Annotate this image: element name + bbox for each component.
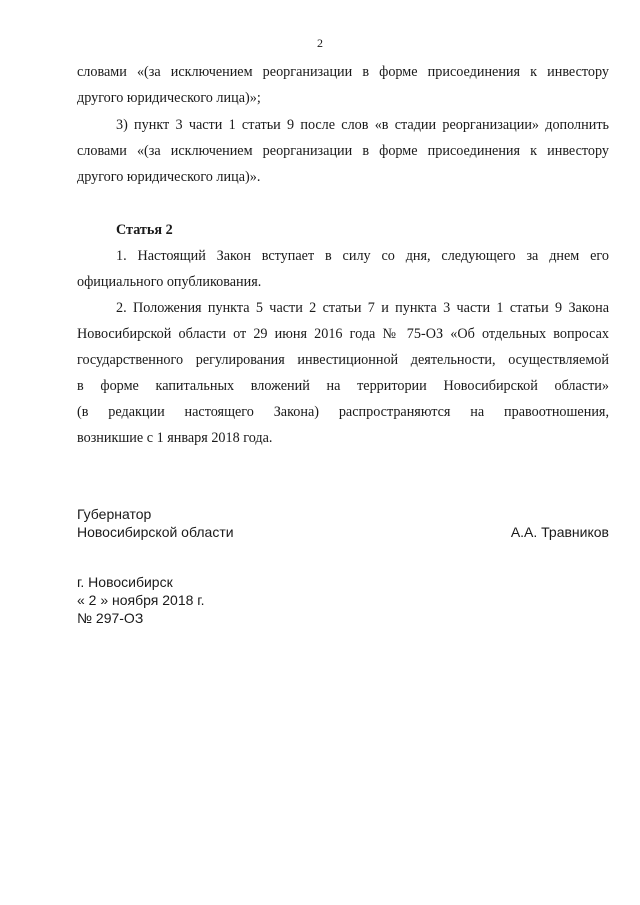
text-line: другого юридического лица)»; (77, 90, 261, 106)
footer-city: г. Новосибирск (77, 574, 173, 590)
text-line: государственного регулирования инвестиционной деятельности, осуществляемой (77, 352, 609, 368)
text-line: возникшие с 1 января 2018 года. (77, 430, 273, 446)
article-2-heading: Статья 2 (116, 222, 173, 238)
signatory-name: А.А. Травников (510, 524, 609, 540)
text-line: словами «(за исключением реорганизации в форме присоединения к инвестору (77, 64, 609, 80)
footer-law-number: № 297-ОЗ (77, 610, 144, 626)
signatory-title-line-1: Губернатор (77, 506, 152, 522)
text-line: (в редакции настоящего Закона) распространяются на правоотношения, (77, 404, 609, 420)
footer-date: « 2 » ноября 2018 г. (77, 592, 205, 608)
text-line: другого юридического лица)». (77, 169, 261, 185)
text-line: 3) пункт 3 части 1 статьи 9 после слов «в стадии реорганизации» дополнить (116, 117, 609, 133)
page-number: 2 (317, 36, 323, 50)
text-line: Новосибирской области от 29 июня 2016 года № 75-ОЗ «Об отдельных вопросах (77, 326, 609, 342)
text-line: в форме капитальных вложений на территории Новосибирской области» (77, 378, 609, 394)
text-line: 2. Положения пункта 5 части 2 статьи 7 и пункта 3 части 1 статьи 9 Закона (116, 300, 609, 316)
signatory-title-line-2: Новосибирской области (77, 524, 234, 540)
text-line: официального опубликования. (77, 274, 262, 290)
text-line: 1. Настоящий Закон вступает в силу со дня, следующего за днем его (116, 248, 609, 264)
text-line: словами «(за исключением реорганизации в форме присоединения к инвестору (77, 143, 609, 159)
